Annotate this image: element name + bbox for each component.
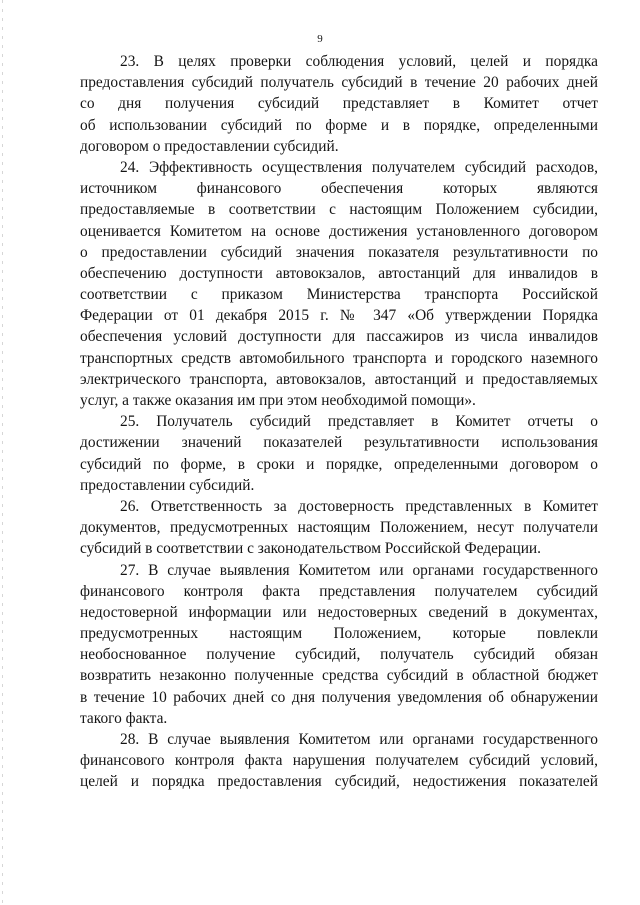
text-line: 28. В случае выявления Комитетом или органами государственного xyxy=(120,731,598,748)
text-line: о предоставлении субсидий значения показателя результативности по xyxy=(80,243,598,261)
paragraph-5 xyxy=(80,560,598,730)
scan-edge xyxy=(2,0,3,905)
paragraph-4 xyxy=(80,496,598,560)
page-number: 9 xyxy=(317,33,323,45)
text-line: недостоверной информации или недостоверных сведений в документах, xyxy=(80,603,598,621)
paragraph-6 xyxy=(80,729,598,793)
text-line: необоснованное получение субсидий, получатель субсидий обязан xyxy=(80,646,598,664)
text-line: услуг, а также оказания им при этом необходимой помощи». xyxy=(80,392,476,409)
text-line: обеспечению доступности автовокзалов, автостанций для инвалидов в xyxy=(80,264,598,282)
text-line: 24. Эффективность осуществления получателем субсидий расходов, xyxy=(120,158,598,176)
text-line: 27. В случае выявления Комитетом или органами государственного xyxy=(120,561,598,579)
text-line: целей и порядка предоставления субсидий, недостижения показателей xyxy=(80,773,598,791)
text-line: транспортных средств автомобильного транспорта и городского наземного xyxy=(80,349,598,367)
text-line: об использовании субсидий по форме и в порядке, определенными xyxy=(80,116,598,134)
text-line: договором о предоставлении субсидий. xyxy=(80,137,339,155)
text-line: 26. Ответственность за достоверность представленных в Комитет xyxy=(120,497,598,515)
text-line: электрического транспорта, автовокзалов, автостанций и предоставляемых xyxy=(80,370,598,388)
text-line: достижении значений показателей результативности использования xyxy=(80,434,598,452)
paragraph-1 xyxy=(80,51,598,157)
text-line: предоставления субсидий получатель субсидий в течение 20 рабочих дней xyxy=(80,74,598,92)
text-line: 25. Получатель субсидий представляет в Комитет отчеты о xyxy=(120,413,598,431)
text-line: 23. В целях проверки соблюдения условий, целей и порядка xyxy=(120,53,598,70)
text-line: субсидий в соответствии с законодательством Российской Федерации. xyxy=(80,540,542,558)
text-line: предоставлении субсидий. xyxy=(80,476,255,494)
text-line: обеспечения условий доступности для пассажиров из числа инвалидов xyxy=(80,328,598,346)
paragraph-3 xyxy=(80,411,598,496)
text-line: такого факта. xyxy=(80,709,168,727)
text-line: источником финансового обеспечения которых являются xyxy=(80,180,598,198)
text-line: финансового контроля факта нарушения получателем субсидий условий, xyxy=(80,752,598,770)
text-line: документов, предусмотренных настоящим Положением, несут получатели xyxy=(80,519,598,537)
text-line: финансового контроля факта представления получателем субсидий xyxy=(80,582,598,600)
text-line: соответствии с приказом Министерства транспорта Российской xyxy=(80,286,598,304)
text-line: со дня получения субсидий представляет в Комитет отчет xyxy=(80,95,598,113)
document-body xyxy=(80,51,598,793)
text-line: в течение 10 рабочих дней со дня получения уведомления об обнаружении xyxy=(80,688,598,706)
text-line: оценивается Комитетом на основе достижения установленного договором xyxy=(80,222,598,240)
text-line: предусмотренных настоящим Положением, которые повлекли xyxy=(80,625,598,643)
text-line: предоставляемые в соответствии с настоящим Положением субсидии, xyxy=(80,201,598,219)
paragraph-2 xyxy=(80,157,598,411)
text-line: возвратить незаконно полученные средства субсидий в областной бюджет xyxy=(80,667,598,685)
text-line: субсидий по форме, в сроки и порядке, определенными договором о xyxy=(80,455,598,473)
text-line: Федерации от 01 декабря 2015 г. № 347 «Об утверждении Порядка xyxy=(80,307,598,325)
